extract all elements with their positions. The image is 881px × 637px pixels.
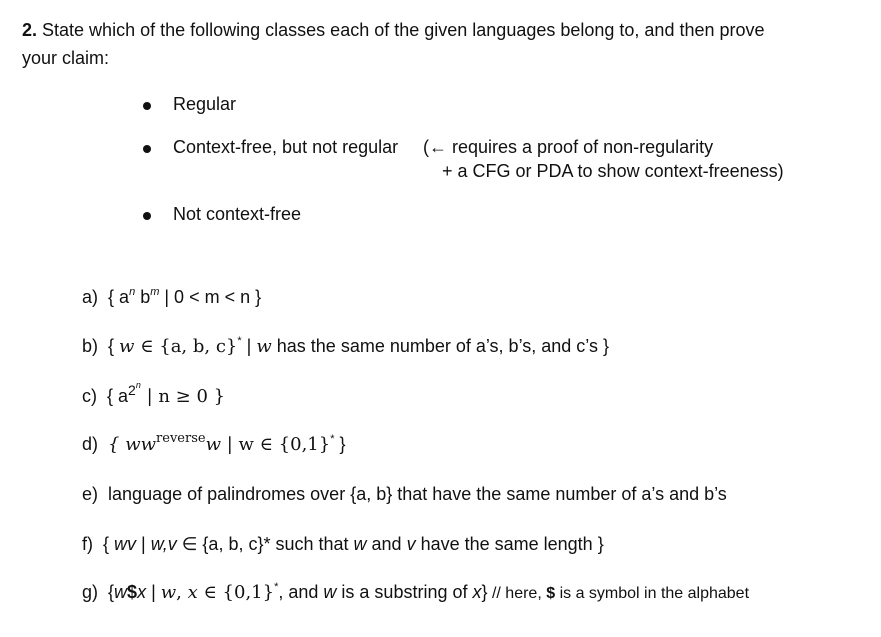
item-b-set: ∈ {a, b, c} [134,336,238,357]
item-f-wv: wv [114,534,137,554]
item-d-star: * [330,433,335,445]
item-a-b: b [135,287,151,307]
item-c-rest: | n ≥ 0 } [140,386,226,407]
item-g-set: ∈ {0,1} [197,582,275,603]
item-c [82,380,226,407]
item-f-rest: have the same length } [415,534,604,554]
item-d-reverse: reverse [156,431,206,446]
class-cf-label: Context-free, but not regular [173,137,399,157]
question-line-2: your claim: [22,48,110,68]
class-regular: Regular [173,94,237,114]
item-g-comment-pre: // here, [487,585,547,602]
item-b-w: w [119,336,135,357]
item-f [82,534,604,555]
item-g-w: w [114,582,128,602]
bullet-dot [143,145,151,153]
item-f-v: v [406,534,416,554]
item-g-comment-post: is a symbol in the alphabet [555,585,750,602]
item-b-star: * [237,335,242,347]
class-context-free [173,137,398,158]
item-g-x-3: x [472,582,482,602]
item-d [82,431,346,455]
item-label: g) [82,582,99,602]
cf-note-2: + a CFG or PDA to show context-freeness) [442,161,784,181]
item-d-rest: | w ∈ {0,1} [220,434,331,455]
item-g-x: x [137,582,147,602]
item-label: b) [82,336,99,356]
item-b-open: { [108,336,120,356]
item-a [82,287,261,308]
item-b-bar: | [241,336,257,356]
item-a-exp-m: m [150,286,160,298]
question-line-1 [22,20,765,41]
item-g-star: * [274,581,279,593]
item-f-w: w [353,534,367,554]
item-d-open: { ww [108,434,157,455]
item-label: f) [82,534,93,554]
item-g-open: { [108,582,115,602]
item-a-exp-n: n [129,286,136,298]
item-d-close: } [334,434,346,454]
question-text-1: State which of the following classes each of the given languages belong to, and then prove [42,20,765,40]
item-g-bar: | [146,582,161,602]
item-c-exp-2: 2 [128,382,136,398]
item-f-and: and [366,534,407,554]
question-number: 2. [22,20,38,40]
item-b-rest: has the same number of a’s, b’s, and c’s } [271,336,609,356]
bullet-dot [143,212,151,220]
item-g-sub: is a substring of [336,582,473,602]
item-g-w-2: w [160,582,177,603]
item-f-set: ∈ {a, b, c}* such that [176,534,354,554]
item-b [82,336,609,357]
item-f-open: { [103,534,115,554]
item-g-comma: , [176,582,188,603]
item-b-w2: w [256,336,272,357]
item-g-w-3: w [323,582,337,602]
item-label: a) [82,287,99,307]
item-c-exp-n: n [135,380,141,390]
item-e [82,484,727,505]
item-g-dollar: $ [127,582,138,602]
item-label: e) [82,484,99,504]
item-g [82,582,749,603]
item-f-wv2: w,v [150,534,177,554]
bullet-dot [143,102,151,110]
cf-note-1: (← requires a proof of non-regularity [423,137,714,157]
item-g-comment-dollar: $ [546,585,556,602]
item-a-rest: | 0 < m < n } [159,287,262,307]
item-c-open: { a [107,386,129,406]
item-g-x-2: x [187,582,198,603]
item-a-open: { a [108,287,130,307]
item-label: c) [82,386,97,406]
item-label: d) [82,434,99,454]
item-f-bar: | [136,534,151,554]
item-g-close: } [481,582,488,602]
item-g-and: , and [278,582,324,602]
class-not-cf: Not context-free [173,204,302,224]
item-e-text: language of palindromes over {a, b} that have the same number of a’s and b’s [108,484,727,504]
item-d-w: w [205,434,221,455]
